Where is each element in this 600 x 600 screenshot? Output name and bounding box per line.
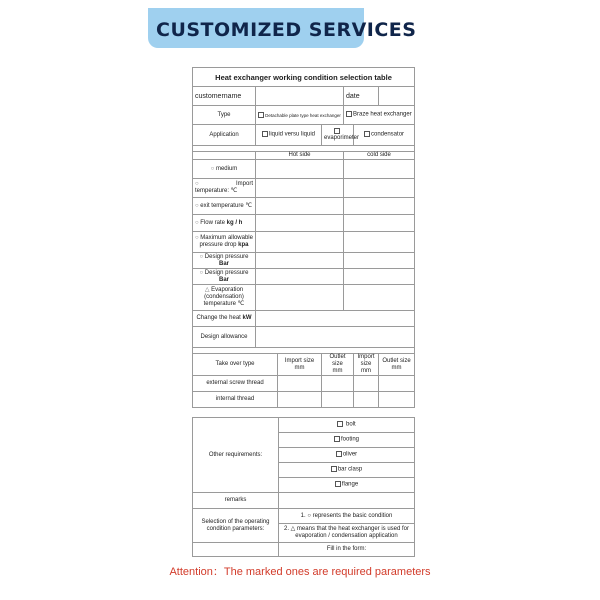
change-heat-label	[193, 311, 256, 327]
checkbox-icon	[331, 466, 337, 472]
cold-pressure-drop-input[interactable]	[344, 232, 415, 253]
internal-thread-label: internal thread	[193, 392, 278, 408]
form-title: Heat exchanger working condition selection table	[193, 68, 415, 87]
option-bolt-label: bolt	[345, 421, 356, 428]
hot-medium-input[interactable]	[256, 160, 344, 179]
note2-text-a: 2. △ means that the heat exchanger is used for	[283, 526, 410, 532]
checkbox-icon	[364, 131, 370, 137]
triangle-icon: △	[204, 287, 210, 293]
hot-flow-rate-input[interactable]	[256, 215, 344, 232]
type-option-brazed-label: Braze heat exchanger	[353, 111, 412, 118]
design-pressure-text: Design pressure	[204, 253, 249, 260]
required-circle-icon: ○	[195, 181, 199, 187]
ext-cold-import-input[interactable]	[354, 376, 379, 392]
ext-cold-outlet-input[interactable]	[379, 376, 415, 392]
hot-outlet-size-header	[322, 354, 354, 376]
change-heat-text: Change the heat	[196, 315, 241, 321]
hot-side-header: Hot side	[256, 152, 344, 160]
cold-design-pressure-input-2[interactable]	[344, 269, 415, 285]
medium-text: medium	[215, 165, 238, 172]
selection-text-a: Selection of the operating	[201, 518, 270, 525]
application-label: Application	[193, 125, 256, 146]
design-allowance-input[interactable]	[256, 327, 415, 348]
type-option-brazed[interactable]	[344, 106, 415, 125]
required-circle-icon: ○	[199, 253, 204, 260]
required-circle-icon: ○	[195, 219, 199, 226]
date-field[interactable]	[379, 87, 415, 106]
checkbox-icon	[334, 436, 340, 442]
working-condition-table	[192, 67, 415, 408]
cold-import-temp-input[interactable]	[344, 179, 415, 198]
type-option-detachable[interactable]	[256, 106, 344, 125]
option-oliver-label: oliver	[342, 451, 358, 458]
note2-text-b: evaporation / condensation application	[295, 533, 398, 539]
cold-outlet-size-header	[379, 354, 415, 376]
flow-rate-text: Flow rate	[200, 219, 225, 226]
selection-params-label	[193, 509, 279, 543]
attention-note: Attention：The marked ones are required parameters	[169, 566, 431, 578]
flow-rate-unit: kg / h	[226, 219, 243, 226]
take-over-type-label: Take over type	[193, 354, 278, 376]
note-basic-condition: 1. ○ represents the basic condition	[279, 509, 415, 524]
customername-field[interactable]	[256, 87, 344, 106]
import-temp-text-b: temperature: ℃	[195, 188, 238, 194]
external-thread-label: external screw thread	[193, 376, 278, 392]
required-circle-icon: ○	[210, 165, 215, 172]
design-pressure-unit-2: Bar	[218, 276, 229, 283]
date-label: date	[344, 87, 379, 106]
int-cold-outlet-input[interactable]	[379, 392, 415, 408]
cold-side-header: cold side	[344, 152, 415, 160]
cold-evap-temp-input[interactable]	[344, 285, 415, 311]
mm-unit: mm	[332, 368, 343, 374]
hot-design-pressure-input-2[interactable]	[256, 269, 344, 285]
app-option-condensator[interactable]	[354, 125, 415, 146]
max-drop-text-b: pressure drop	[199, 242, 237, 248]
int-hot-outlet-input[interactable]	[322, 392, 354, 408]
hot-pressure-drop-input[interactable]	[256, 232, 344, 253]
evap-text-b: (condensation)	[204, 294, 244, 300]
import-temp-text-a: Import	[235, 181, 253, 187]
hot-design-pressure-input[interactable]	[256, 253, 344, 269]
type-label: Type	[193, 106, 256, 125]
outlet-size-text: Outlet size	[382, 357, 411, 364]
evap-text-c: temperature ℃	[203, 301, 245, 307]
banner-title: CUSTOMIZED SERVICES	[156, 19, 417, 41]
design-allowance-label: Design allowance	[193, 327, 256, 348]
design-pressure-text-2: Design pressure	[204, 269, 249, 276]
required-circle-icon: ○	[195, 235, 199, 241]
cold-design-pressure-input[interactable]	[344, 253, 415, 269]
option-oliver[interactable]	[279, 448, 415, 463]
option-flange-label: flange	[341, 481, 359, 488]
app-option-liquid-label: liquid versu liquid	[268, 131, 316, 138]
note-evaporation	[279, 524, 415, 543]
selection-text-b: condition parameters:	[206, 525, 265, 532]
option-footing-label: footing	[340, 436, 359, 443]
evaporation-temperature-label	[193, 285, 256, 311]
required-circle-icon: ○	[195, 202, 199, 209]
blank-cell	[193, 152, 256, 160]
import-size-text: Import size	[357, 354, 375, 367]
ext-hot-import-input[interactable]	[278, 376, 322, 392]
app-option-evaporimeter-label: evaporimeter	[324, 135, 360, 142]
other-requirements-label: Other requirements:	[193, 418, 279, 493]
app-option-liquid[interactable]	[256, 125, 322, 146]
option-bolt[interactable]	[279, 418, 415, 433]
change-heat-input[interactable]	[256, 311, 415, 327]
hot-exit-temp-input[interactable]	[256, 198, 344, 215]
remarks-input[interactable]	[279, 493, 415, 509]
type-option-detachable-label: Detachable plate type heat exchanger	[265, 112, 341, 118]
mm-unit: mm	[391, 364, 402, 371]
exit-temperature-label	[193, 198, 256, 215]
checkbox-icon	[337, 421, 343, 427]
medium-label	[193, 160, 256, 179]
max-drop-text-a: Maximum allowable	[200, 235, 253, 241]
checkbox-icon	[335, 481, 341, 487]
int-hot-import-input[interactable]	[278, 392, 322, 408]
hot-import-temp-input[interactable]	[256, 179, 344, 198]
blank-cell	[193, 543, 279, 557]
max-drop-unit: kpa	[238, 242, 249, 248]
design-pressure-label	[193, 253, 256, 269]
change-heat-unit: kW	[242, 315, 252, 321]
import-size-text: Import size	[284, 357, 315, 364]
exit-temp-text: exit temperature ℃	[200, 202, 253, 209]
outlet-size-text: Outlet size	[329, 354, 346, 367]
fill-in-form-label: Fill in the form:	[279, 543, 415, 557]
ext-hot-outlet-input[interactable]	[322, 376, 354, 392]
customername-label: customername	[193, 87, 256, 106]
remarks-label: remarks	[193, 493, 279, 509]
cold-flow-rate-input[interactable]	[344, 215, 415, 232]
mm-unit: mm	[361, 368, 371, 374]
cold-exit-temp-input[interactable]	[344, 198, 415, 215]
import-temperature-label	[193, 179, 256, 198]
option-footing[interactable]	[279, 433, 415, 448]
hot-import-size-header	[278, 354, 322, 376]
checkbox-icon	[346, 111, 352, 117]
option-bar-clasp[interactable]	[279, 463, 415, 478]
design-pressure-label-2	[193, 269, 256, 285]
evap-text-a: Evaporation	[211, 287, 244, 293]
int-cold-import-input[interactable]	[354, 392, 379, 408]
checkbox-icon	[334, 128, 340, 134]
checkbox-icon	[262, 131, 268, 137]
checkbox-icon	[336, 451, 342, 457]
option-flange[interactable]	[279, 478, 415, 493]
app-option-condensator-label: condensator	[371, 131, 405, 138]
requirements-table	[192, 417, 415, 557]
mm-unit: mm	[294, 364, 305, 371]
checkbox-icon	[258, 112, 264, 118]
app-option-evaporimeter[interactable]	[322, 125, 360, 146]
max-pressure-drop-label	[193, 232, 256, 253]
hot-evap-temp-input[interactable]	[256, 285, 344, 311]
required-circle-icon: ○	[199, 269, 204, 276]
design-pressure-unit: Bar	[218, 260, 229, 267]
flow-rate-label	[193, 215, 256, 232]
option-bar-clasp-label: bar clasp	[337, 466, 363, 473]
cold-import-size-header	[354, 354, 379, 376]
cold-medium-input[interactable]	[344, 160, 415, 179]
